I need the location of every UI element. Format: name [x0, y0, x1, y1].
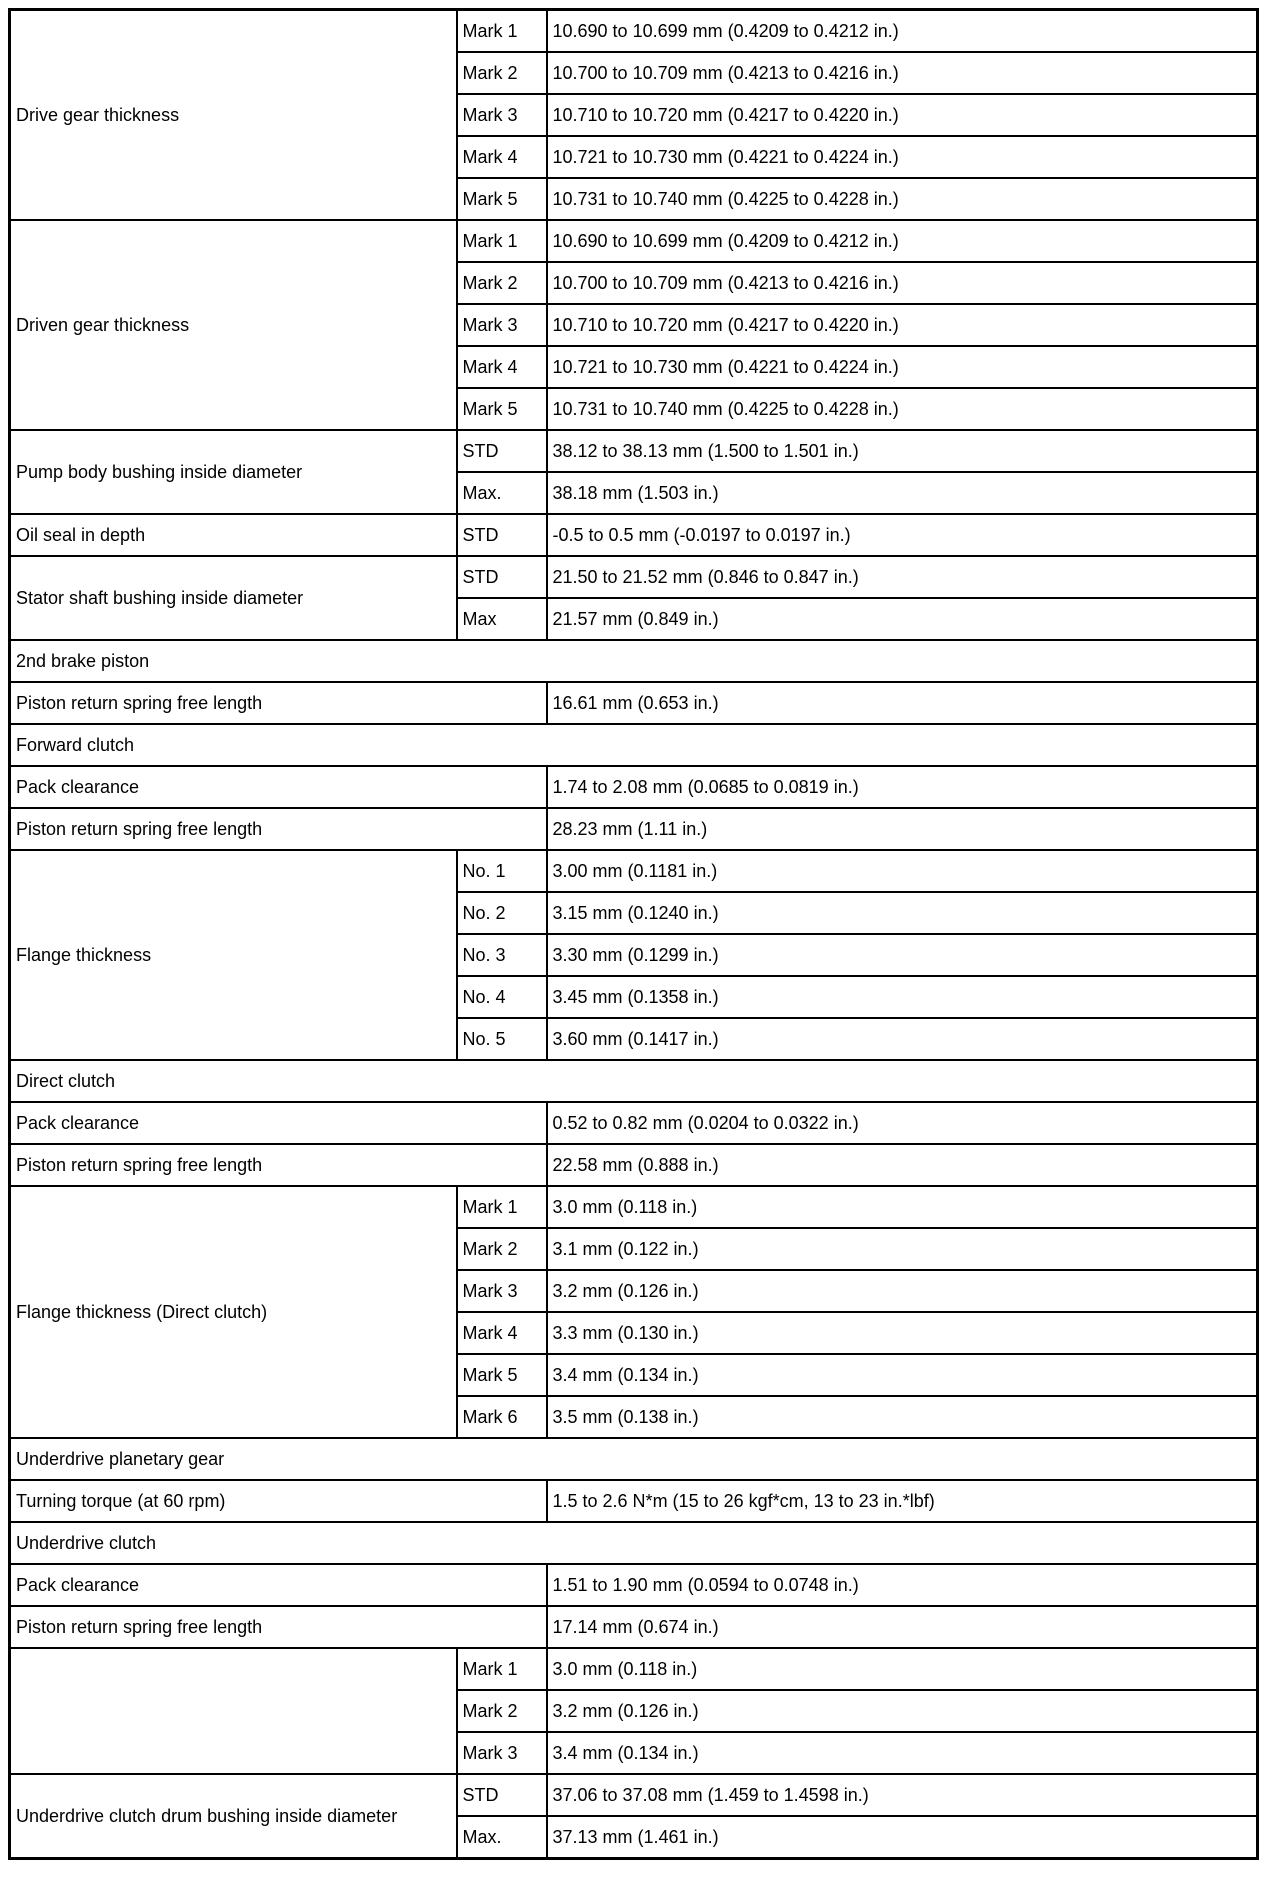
- group-label: Flange thickness (Direct clutch): [10, 1186, 457, 1438]
- sub-label: Mark 2: [457, 1690, 547, 1732]
- table-row: [10, 514, 1258, 556]
- table-row: [10, 766, 1258, 808]
- value-cell: 1.74 to 2.08 mm (0.0685 to 0.0819 in.): [547, 766, 1258, 808]
- value-cell: 1.51 to 1.90 mm (0.0594 to 0.0748 in.): [547, 1564, 1258, 1606]
- sub-label: Mark 6: [457, 1396, 547, 1438]
- value-cell: 3.0 mm (0.118 in.): [547, 1648, 1258, 1690]
- spec-table: [8, 8, 1259, 1860]
- sub-label: Mark 4: [457, 1312, 547, 1354]
- value-cell: 3.4 mm (0.134 in.): [547, 1732, 1258, 1774]
- table-row: [10, 1102, 1258, 1144]
- value-cell: 3.0 mm (0.118 in.): [547, 1186, 1258, 1228]
- table-row: [10, 1480, 1258, 1522]
- value-cell: 3.60 mm (0.1417 in.): [547, 1018, 1258, 1060]
- value-cell: 3.00 mm (0.1181 in.): [547, 850, 1258, 892]
- sub-label: No. 5: [457, 1018, 547, 1060]
- table-row: [10, 220, 1258, 262]
- value-cell: 3.3 mm (0.130 in.): [547, 1312, 1258, 1354]
- value-cell: 10.731 to 10.740 mm (0.4225 to 0.4228 in.): [547, 178, 1258, 220]
- sub-label: Max: [457, 598, 547, 640]
- sub-label: Mark 3: [457, 94, 547, 136]
- sub-label: STD: [457, 1774, 547, 1816]
- sub-label: Mark 4: [457, 136, 547, 178]
- sub-label: Mark 3: [457, 1732, 547, 1774]
- table-row: [10, 430, 1258, 472]
- table-row: [10, 556, 1258, 598]
- value-cell: 3.2 mm (0.126 in.): [547, 1270, 1258, 1312]
- group-label: Oil seal in depth: [10, 514, 457, 556]
- group-label: Driven gear thickness: [10, 220, 457, 430]
- sub-label: Mark 2: [457, 262, 547, 304]
- table-row: [10, 1774, 1258, 1816]
- group-label: [10, 1648, 457, 1774]
- sub-label: No. 3: [457, 934, 547, 976]
- sub-label: Max.: [457, 1816, 547, 1859]
- table-row: [10, 850, 1258, 892]
- value-cell: 10.690 to 10.699 mm (0.4209 to 0.4212 in.): [547, 10, 1258, 53]
- sub-label: Mark 1: [457, 1186, 547, 1228]
- value-cell: 0.52 to 0.82 mm (0.0204 to 0.0322 in.): [547, 1102, 1258, 1144]
- section-header: Forward clutch: [10, 724, 1258, 766]
- table-row: [10, 1564, 1258, 1606]
- group-label: Drive gear thickness: [10, 10, 457, 221]
- table-row: [10, 1144, 1258, 1186]
- value-cell: 10.710 to 10.720 mm (0.4217 to 0.4220 in.): [547, 94, 1258, 136]
- sub-label: No. 2: [457, 892, 547, 934]
- sub-label: Mark 1: [457, 220, 547, 262]
- value-cell: 16.61 mm (0.653 in.): [547, 682, 1258, 724]
- sub-label: No. 4: [457, 976, 547, 1018]
- table-row: [10, 682, 1258, 724]
- sub-label: STD: [457, 514, 547, 556]
- value-cell: 17.14 mm (0.674 in.): [547, 1606, 1258, 1648]
- section-header: Underdrive clutch: [10, 1522, 1258, 1564]
- row-label: Piston return spring free length: [10, 1144, 547, 1186]
- sub-label: Mark 3: [457, 304, 547, 346]
- value-cell: 10.721 to 10.730 mm (0.4221 to 0.4224 in.): [547, 136, 1258, 178]
- section-row: [10, 724, 1258, 766]
- value-cell: 38.12 to 38.13 mm (1.500 to 1.501 in.): [547, 430, 1258, 472]
- sub-label: Max.: [457, 472, 547, 514]
- value-cell: 10.700 to 10.709 mm (0.4213 to 0.4216 in.): [547, 52, 1258, 94]
- value-cell: 1.5 to 2.6 N*m (15 to 26 kgf*cm, 13 to 23 in.*lbf): [547, 1480, 1258, 1522]
- sub-label: Mark 5: [457, 1354, 547, 1396]
- value-cell: 3.4 mm (0.134 in.): [547, 1354, 1258, 1396]
- value-cell: 3.15 mm (0.1240 in.): [547, 892, 1258, 934]
- sub-label: Mark 1: [457, 10, 547, 53]
- value-cell: -0.5 to 0.5 mm (-0.0197 to 0.0197 in.): [547, 514, 1258, 556]
- spec-table-body: [10, 10, 1258, 1859]
- group-label: Underdrive clutch drum bushing inside diameter: [10, 1774, 457, 1859]
- sub-label: Mark 1: [457, 1648, 547, 1690]
- value-cell: 21.50 to 21.52 mm (0.846 to 0.847 in.): [547, 556, 1258, 598]
- value-cell: 21.57 mm (0.849 in.): [547, 598, 1258, 640]
- value-cell: 3.5 mm (0.138 in.): [547, 1396, 1258, 1438]
- group-label: Stator shaft bushing inside diameter: [10, 556, 457, 640]
- value-cell: 10.700 to 10.709 mm (0.4213 to 0.4216 in.): [547, 262, 1258, 304]
- section-row: [10, 1438, 1258, 1480]
- group-label: Pump body bushing inside diameter: [10, 430, 457, 514]
- row-label: Pack clearance: [10, 1564, 547, 1606]
- row-label: Piston return spring free length: [10, 1606, 547, 1648]
- sub-label: No. 1: [457, 850, 547, 892]
- sub-label: Mark 5: [457, 388, 547, 430]
- value-cell: 38.18 mm (1.503 in.): [547, 472, 1258, 514]
- sub-label: STD: [457, 556, 547, 598]
- value-cell: 3.30 mm (0.1299 in.): [547, 934, 1258, 976]
- value-cell: 22.58 mm (0.888 in.): [547, 1144, 1258, 1186]
- section-header: Underdrive planetary gear: [10, 1438, 1258, 1480]
- table-row: [10, 1648, 1258, 1690]
- sub-label: STD: [457, 430, 547, 472]
- sub-label: Mark 3: [457, 1270, 547, 1312]
- row-label: Pack clearance: [10, 1102, 547, 1144]
- value-cell: 3.1 mm (0.122 in.): [547, 1228, 1258, 1270]
- sub-label: Mark 2: [457, 1228, 547, 1270]
- row-label: Pack clearance: [10, 766, 547, 808]
- section-row: [10, 1522, 1258, 1564]
- row-label: Piston return spring free length: [10, 808, 547, 850]
- sub-label: Mark 2: [457, 52, 547, 94]
- value-cell: 37.06 to 37.08 mm (1.459 to 1.4598 in.): [547, 1774, 1258, 1816]
- group-label: Flange thickness: [10, 850, 457, 1060]
- value-cell: 3.45 mm (0.1358 in.): [547, 976, 1258, 1018]
- table-row: [10, 1186, 1258, 1228]
- sub-label: Mark 4: [457, 346, 547, 388]
- table-row: [10, 10, 1258, 53]
- value-cell: 3.2 mm (0.126 in.): [547, 1690, 1258, 1732]
- value-cell: 10.690 to 10.699 mm (0.4209 to 0.4212 in.): [547, 220, 1258, 262]
- sub-label: Mark 5: [457, 178, 547, 220]
- table-row: [10, 1606, 1258, 1648]
- value-cell: 37.13 mm (1.461 in.): [547, 1816, 1258, 1859]
- section-row: [10, 1060, 1258, 1102]
- section-header: 2nd brake piston: [10, 640, 1258, 682]
- value-cell: 10.710 to 10.720 mm (0.4217 to 0.4220 in.): [547, 304, 1258, 346]
- section-header: Direct clutch: [10, 1060, 1258, 1102]
- section-row: [10, 640, 1258, 682]
- value-cell: 28.23 mm (1.11 in.): [547, 808, 1258, 850]
- row-label: Turning torque (at 60 rpm): [10, 1480, 547, 1522]
- table-row: [10, 808, 1258, 850]
- value-cell: 10.721 to 10.730 mm (0.4221 to 0.4224 in.): [547, 346, 1258, 388]
- row-label: Piston return spring free length: [10, 682, 547, 724]
- value-cell: 10.731 to 10.740 mm (0.4225 to 0.4228 in.): [547, 388, 1258, 430]
